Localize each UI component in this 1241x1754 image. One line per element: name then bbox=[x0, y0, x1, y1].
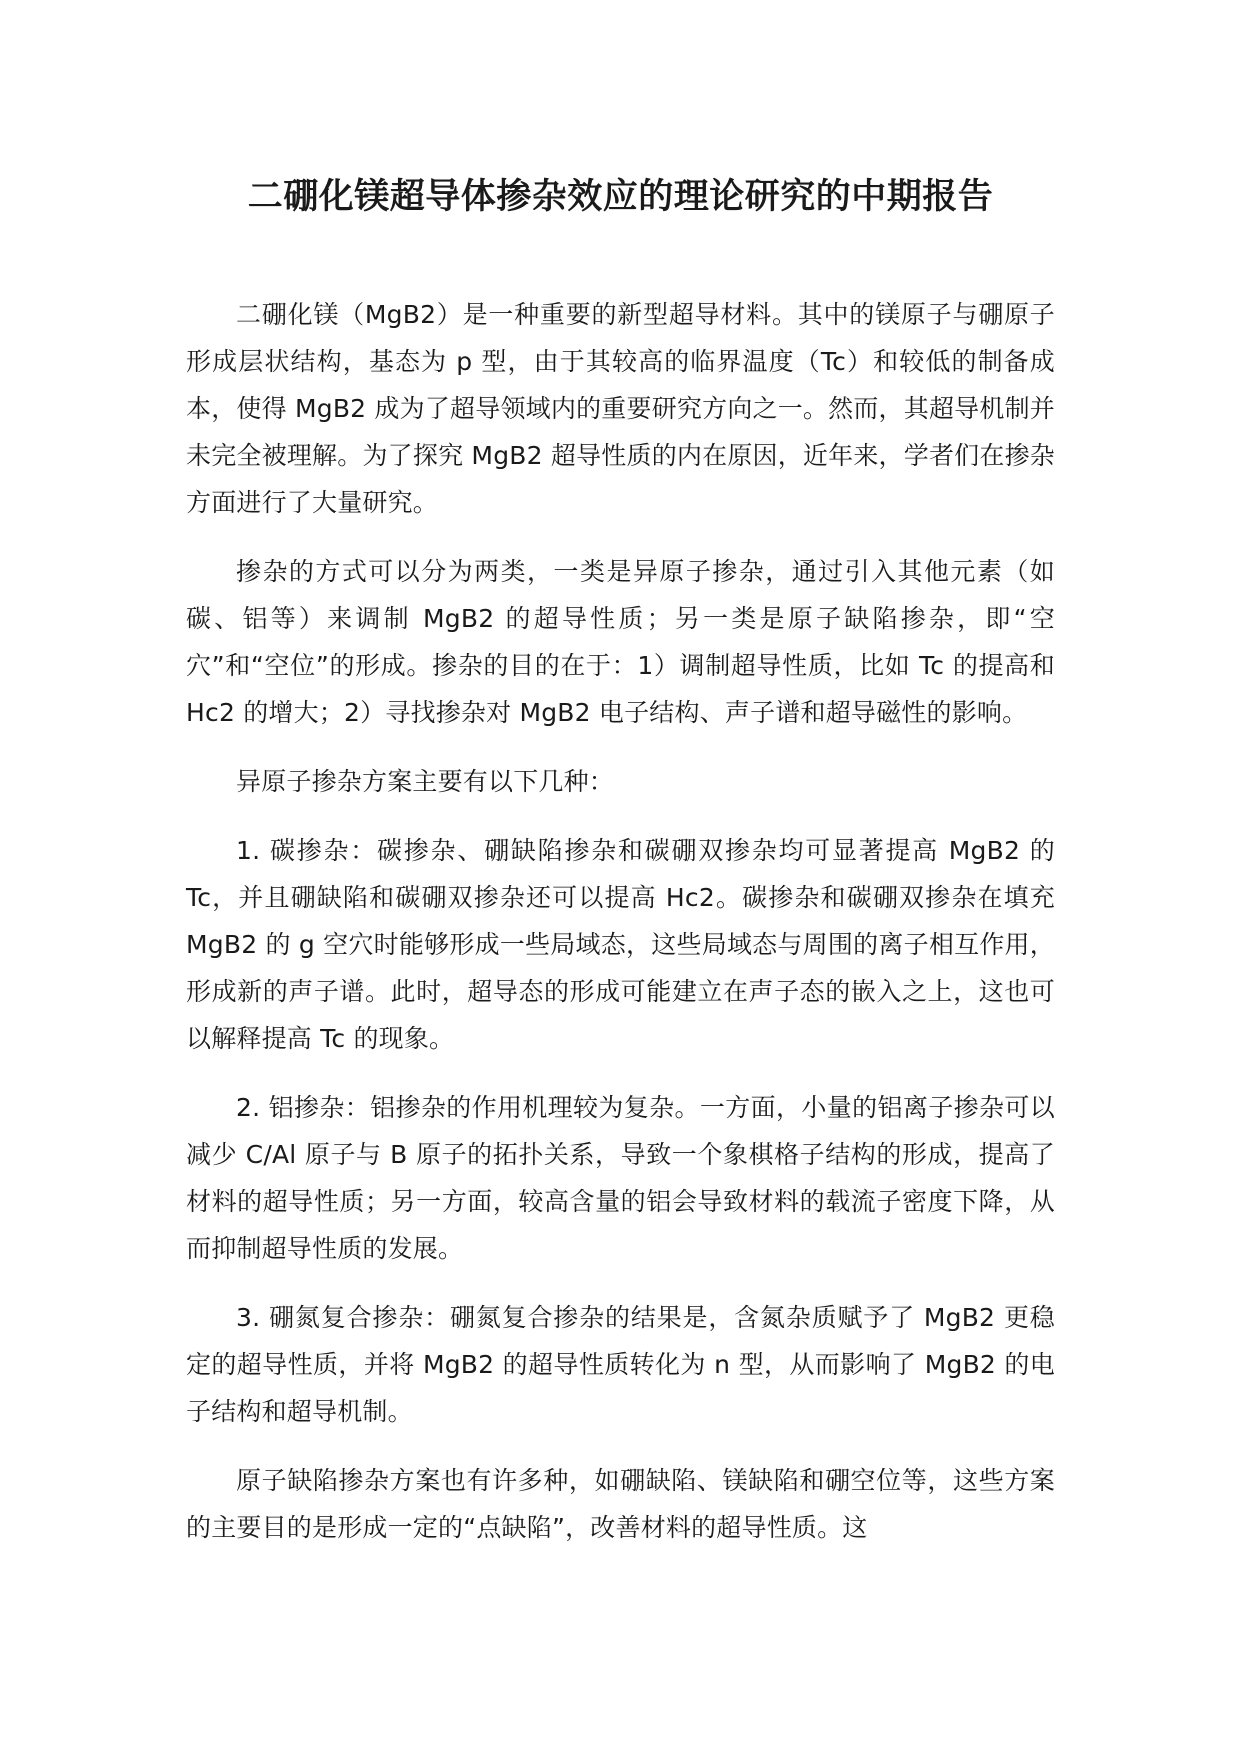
paragraph-intro: 二硼化镁（MgB2）是一种重要的新型超导材料。其中的镁原子与硼原子形成层状结构，基态为 p 型，由于其较高的临界温度（Tc）和较低的制备成本，使得 MgB2 成为了超导领域内的重要研究方向之一。然而，其超导机制并未完全被理解。为了探究 MgB2 超导性质的内在原因，近年来，学者们在掺杂方面进行了大量研究。 bbox=[186, 299, 1055, 517]
paragraph-aluminum-doping: 2. 铝掺杂：铝掺杂的作用机理较为复杂。一方面，小量的铝离子掺杂可以减少 C/Al 原子与 B 原子的拓扑关系，导致一个象棋格子结构的形成，提高了材料的超导性质；另一方面，较高含量的铝会导致材料的载流子密度下降，从而抑制超导性质的发展。 bbox=[186, 1092, 1055, 1263]
paragraph-carbon-doping: 1. 碳掺杂：碳掺杂、硼缺陷掺杂和碳硼双掺杂均可显著提高 MgB2 的 Tc，并且硼缺陷和碳硼双掺杂还可以提高 Hc2。碳掺杂和碳硼双掺杂在填充 MgB2 的 g 空穴时能够形成一些局域态，这些局域态与周围的离子相互作用，形成新的声子谱。此时，超导态的形成可能建立在声子态的嵌入之上，这也可以解释提高 Tc 的现象。 bbox=[186, 835, 1055, 1053]
paragraph-defect-doping: 原子缺陷掺杂方案也有许多种，如硼缺陷、镁缺陷和硼空位等，这些方案的主要目的是形成一定的“点缺陷”，改善材料的超导性质。这 bbox=[186, 1465, 1055, 1542]
paragraph-doping-types: 掺杂的方式可以分为两类，一类是异原子掺杂，通过引入其他元素（如碳、铝等）来调制 MgB2 的超导性质；另一类是原子缺陷掺杂，即“空穴”和“空位”的形成。掺杂的目的在于：1）调制超导性质，比如 Tc 的提高和 Hc2 的增大；2）寻找掺杂对 MgB2 电子结构、声子谱和超导磁性的影响。 bbox=[186, 556, 1055, 727]
document-body bbox=[186, 291, 1055, 1551]
document-title: 二硼化镁超导体掺杂效应的理论研究的中期报告 bbox=[247, 177, 994, 217]
paragraph-bn-doping: 3. 硼氮复合掺杂：硼氮复合掺杂的结果是，含氮杂质赋予了 MgB2 更稳定的超导性质，并将 MgB2 的超导性质转化为 n 型，从而影响了 MgB2 的电子结构和超导机制。 bbox=[186, 1302, 1055, 1426]
paragraph-heteroatom-schemes: 异原子掺杂方案主要有以下几种： bbox=[236, 766, 615, 796]
